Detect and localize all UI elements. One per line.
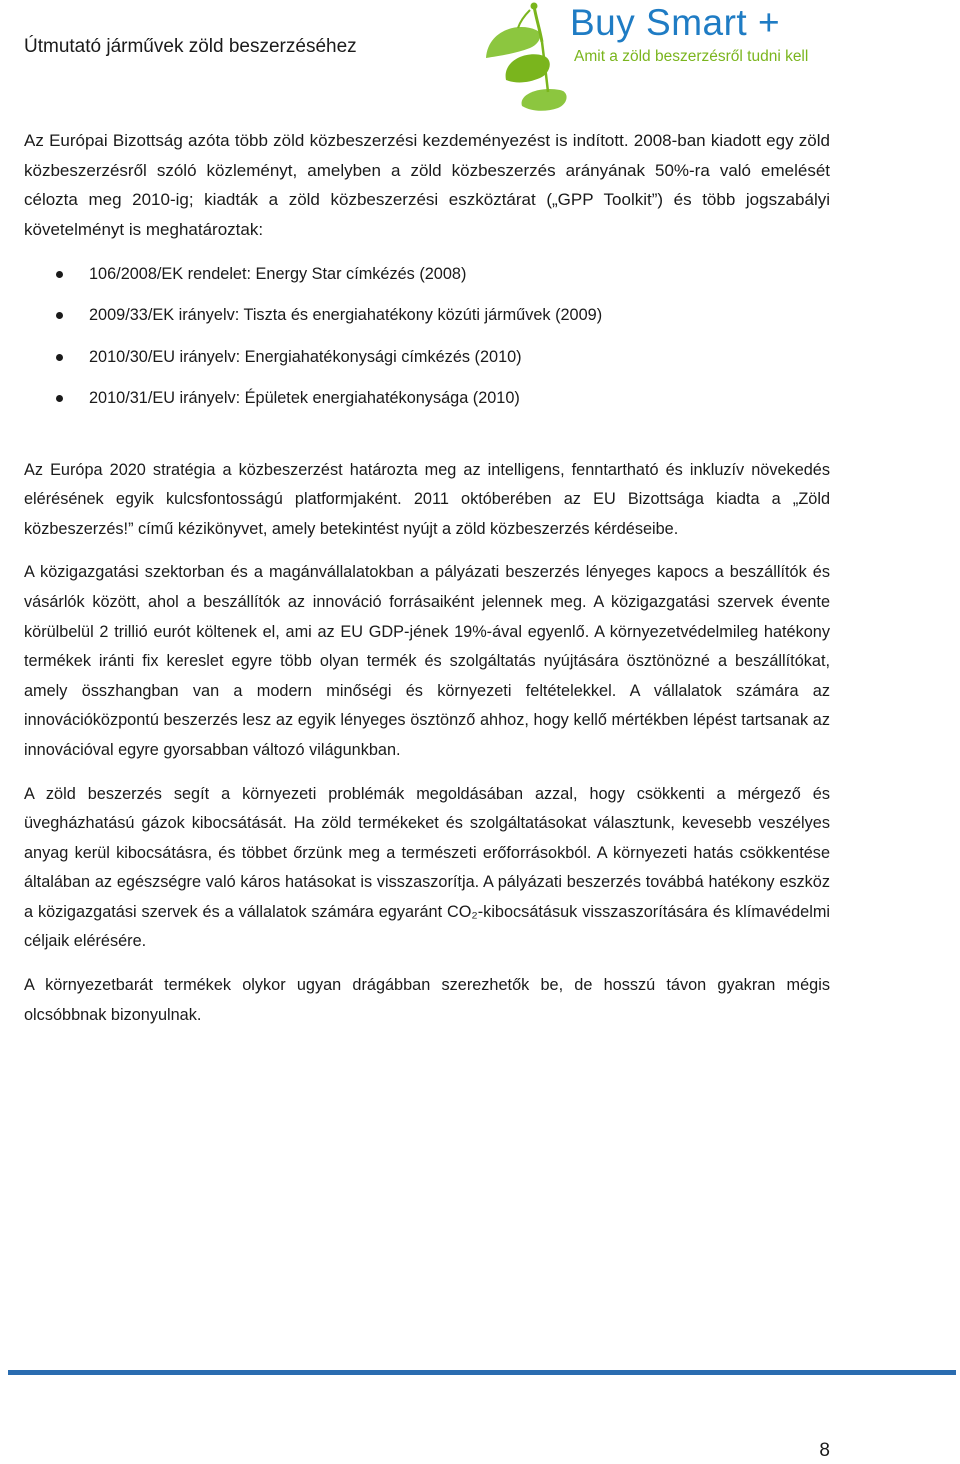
document-header-title: Útmutató járművek zöld beszerzéséhez [24,36,357,57]
leaf-logo-icon [478,0,578,115]
list-item-text: 106/2008/EK rendelet: Energy Star címkézés (2008) [89,265,467,283]
list-item [24,254,830,295]
logo-name: Buy Smart + [570,2,781,43]
bullet-icon [56,354,63,361]
logo-tagline: Amit a zöld beszerzésről tudni kell [574,48,809,65]
paragraph: A közigazgatási szektorban és a magánvállalatokban a pályázati beszerzés lényeges kapocs a beszállítók és vásárlók között, ahol a beszállítók az innováció forrásaiként jelennek meg. A közigazgatási szervek évente körülbelül 2 trillió eurót költenek el, ami az EU GDP-jének 19%-ával egyenlő. A környezetvédelmileg hatékony termékek iránti fix kereslet egyre több olyan termék és szolgáltatás nyújtására ösztönözné a beszállítókat, amely összhangban van a modern minőségi és környezeti feltételekkel. A vállalatok számára az innovációközpontú beszerzés lesz az egyik lényeges ösztönző ahhoz, hogy kellő mértékben lépést tartsanak az innovációval egyre gyorsabban változó világunkban. [24,563,830,759]
page-number: 8 [819,1440,830,1461]
list-item-text: 2010/31/EU irányelv: Épületek energiahatékonysága (2010) [89,389,520,408]
bullet-icon [56,395,63,402]
bullet-icon [56,312,63,319]
list-item-text: 2010/30/EU irányelv: Energiahatékonysági címkézés (2010) [89,347,522,366]
bullet-icon [56,271,63,278]
regulation-list [24,254,830,420]
list-item [24,337,830,378]
paragraph: A környezetbarát termékek olykor ugyan drágábban szerezhetők be, de hosszú távon gyakran mégis olcsóbbnak bizonyulnak. [24,976,830,1024]
paragraph: A zöld beszerzés segít a környezeti problémák megoldásában azzal, hogy csökkenti a mérgező és üvegházhatású gázok kibocsátását. Ha zöld termékeket és szolgáltatásokat választunk, kevesebb veszélyes anyag kerül kibocsátásra, és többet őrzünk meg a természeti erőforrásokból. A környezeti hatás csökkentése általában az egészségre való káros hatásokat is visszaszorítja. A pályázati beszerzés továbbá hatékony eszköz a közigazgatási szervek és a vállalatok számára egyaránt CO₂-kibocsátásuk visszaszorítására és klímavédelmi céljaik elérésére. [24,784,830,951]
footer-divider [8,1370,956,1375]
list-item [24,378,830,419]
buy-smart-logo [478,0,838,115]
document-body [24,126,830,1030]
paragraph: Az Európa 2020 stratégia a közbeszerzést határozta meg az intelligens, fenntartható és inkluzív növekedés elérésének egyik kulcsfontosságú platformjaként. 2011 októberében az EU Bizottsága kiadta a „Zöld közbeszerzés!” című kézikönyvet, amely betekintést nyújt a zöld közbeszerzés kérdéseibe. [24,460,830,538]
list-item-text: 2009/33/EK irányelv: Tiszta és energiahatékony közúti járművek (2009) [89,306,603,325]
intro-paragraph: Az Európai Bizottság azóta több zöld közbeszerzési kezdeményezést is indított. 2008-ban kiadott egy zöld közbeszerzésről szóló közleményt, amelyben a zöld közbeszerzés arányának 50%-ra való emelését célozta meg 2010-ig; kiadták a zöld közbeszerzési eszköztárat („GPP Toolkit”) és több jogszabályi követelményt is meghatároztak: [24,131,830,239]
list-item [24,295,830,336]
